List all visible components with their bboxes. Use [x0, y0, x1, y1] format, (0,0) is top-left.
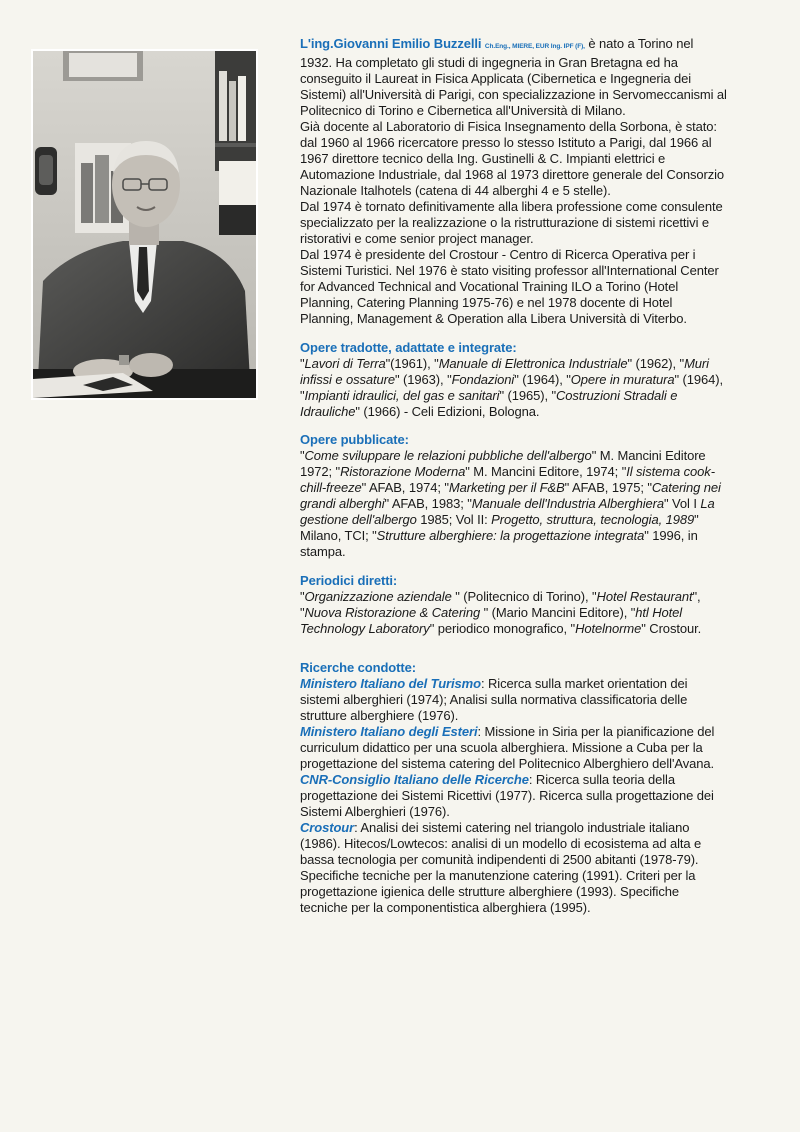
ricerca-org: Ministero Italiano del Turismo: [300, 676, 481, 691]
biography-content: [300, 36, 728, 916]
work-detail: (1962),: [632, 356, 680, 371]
work-detail: (1964),: [518, 372, 567, 387]
work-detail: ,: [697, 589, 701, 604]
person-name: L'ing.Giovanni Emilio Buzzelli: [300, 36, 482, 51]
ricerca-org: CNR-Consiglio Italiano delle Ricerche: [300, 772, 529, 787]
work-title: Strutture alberghiere: la progettazione integrata: [376, 528, 645, 543]
work-title: Nuova Ristorazione & Catering: [304, 605, 484, 620]
work-title: Catering nei grandi alberghi: [300, 480, 721, 511]
work-title: Manuale di Elettronica Industriale: [438, 356, 628, 371]
work-title: htl Hotel Technology Laboratory: [300, 605, 683, 636]
work-detail: (Mario Mancini Editore),: [488, 605, 631, 620]
work-detail: (1963),: [399, 372, 448, 387]
work-title: Manuale dell'Industria Alberghiera: [471, 496, 665, 511]
work-detail: AFAB, 1974;: [366, 480, 445, 495]
work-title: Fondazioni: [451, 372, 515, 387]
ricerca-org: Ministero Italiano degli Esteri: [300, 724, 478, 739]
work-detail: (Politecnico di Torino),: [459, 589, 593, 604]
section-opere-tradotte: [300, 340, 728, 420]
periodici-title: Periodici diretti:: [300, 573, 398, 588]
work-title: Ristorazione Moderna: [340, 464, 466, 479]
work-title: Organizzazione aziendale: [304, 589, 456, 604]
work-detail: (1961),: [390, 356, 435, 371]
portrait-photo-icon: [33, 51, 256, 398]
work-title: Hotelnorme: [575, 621, 642, 636]
section-periodici: [300, 573, 728, 637]
ricerca-item: [300, 724, 728, 772]
work-detail: M. Mancini Editore, 1974;: [469, 464, 622, 479]
ricerca-text: : Ricerca sulla market orientation dei sistemi alberghieri (1974); Analisi sulla normativa classificatoria delle strutture alberghiere (1976).: [300, 676, 688, 723]
work-title: Come sviluppare le relazioni pubbliche dell'albergo: [304, 448, 592, 463]
work-detail: (1965),: [503, 388, 552, 403]
work-detail: (1964),: [679, 372, 724, 387]
ricerca-org: Crostour: [300, 820, 355, 835]
work-detail: 1985; Vol II:: [416, 512, 492, 527]
ricerche-title: Ricerche condotte:: [300, 660, 416, 675]
work-detail: Milano, TCI;: [300, 528, 373, 543]
bio-paragraph-4: Dal 1974 è presidente del Crostour - Centro di Ricerca Operativa per i Sistemi Turistici. Nel 1976 è stato visiting professor all'International Center for Advanced Technical and Vocational Training ILO a Torino (Hotel Planning, Catering Planning 1975-76) e nel 1978 docente di Hotel Planning, Management & Operation alla Libera Università di Viterbo.: [300, 247, 719, 326]
work-title: Opere in muratura: [570, 372, 675, 387]
work-detail: AFAB, 1983;: [389, 496, 468, 511]
work-title: Muri infissi e ossature: [300, 356, 709, 387]
opere-tradotte-title: Opere tradotte, adattate e integrate:: [300, 340, 517, 355]
work-title: Lavori di Terra: [304, 356, 386, 371]
work-title: La gestione dell'albergo: [300, 496, 715, 527]
ricerca-text: : Analisi dei sistemi catering nel triangolo industriale italiano (1986). Hitecos/Lowtecos: analisi di un modello di ecosistema ad alta e bassa tecnologia per comunità indipendenti di 2500 abitanti (1978-79). Specifiche tecniche per la manutenzione catering (1991). Criteri per la progettazione igienica delle strutture alberghiere (1993). Specifiche tecniche per la componentistica alberghiera (1995).: [300, 820, 702, 915]
bio-paragraph-1: è nato a Torino nel 1932. Ha completato gli studi di ingegneria in Gran Bretagna ed ha conseguito il Laureat in Fisica Applicata (Cibernetica e Ingegneria dei Sistemi) all'Università di Parigi, con specializzazione in Servomeccanismi al Politecnico di Torino e Cibernetica all'Università di Milano.: [300, 36, 727, 118]
bio-paragraph-3: Dal 1974 è tornato definitivamente alla libera professione come consulente specializzato per la realizzazione o la ristrutturazione di sistemi ricettivi e ristorativi e come senior project manager.: [300, 199, 723, 246]
section-ricerche: [300, 660, 728, 916]
section-opere-pubblicate: [300, 432, 728, 560]
ricerca-item: [300, 820, 728, 916]
opere-tradotte-list: "Lavori di Terra"(1961), "Manuale di Elettronica Industriale" (1962), "Muri infissi e ossature" (1963), "Fondazioni" (1964), "Opere in muratura" (1964), "Impianti idraulici, del gas e sanitari" (1965), "Costruzioni Stradali e Idrauliche" (1966) - Celi Edizioni, Bologna.: [300, 356, 724, 419]
work-title: Progetto, struttura, tecnologia, 1989: [491, 512, 695, 527]
work-title: Hotel Restaurant: [596, 589, 693, 604]
person-credentials: Ch.Eng., MIERE, EUR Ing. IPF (F),: [484, 43, 585, 50]
work-detail: periodico monografico,: [434, 621, 571, 636]
ricerca-item: [300, 676, 728, 724]
work-title: Impianti idraulici, del gas e sanitari: [304, 388, 500, 403]
opere-pubblicate-list: "Come sviluppare le relazioni pubbliche dell'albergo" M. Mancini Editore 1972; "Ristorazione Moderna" M. Mancini Editore, 1974; "Il sistema cook-chill-freeze" AFAB, 1974; "Marketing per il F&B" AFAB, 1975; "Catering nei grandi alberghi" AFAB, 1983; "Manuale dell'Industria Alberghiera" Vol I La gestione dell'albergo 1985; Vol II: Progetto, struttura, tecnologia, 1989" Milano, TCI; "Strutture alberghiere: la progettazione integrata" 1996, in stampa.: [300, 448, 721, 559]
bio-intro: [300, 36, 728, 119]
work-title: Marketing per il F&B: [448, 480, 565, 495]
ricerca-text: : Ricerca sulla teoria della progettazione dei Sistemi Ricettivi (1977). Ricerca sulla progettazione dei Sistemi Alberghieri (1976).: [300, 772, 714, 819]
work-title: Costruzioni Stradali e Idrauliche: [300, 388, 678, 419]
work-detail: AFAB, 1975;: [569, 480, 648, 495]
ricerca-text: : Missione in Siria per la pianificazione del curriculum didattico per una scuola alberghiera. Missione a Cuba per la progettazione del sistema catering del Politecnico Alberghiero dell'Avana.: [300, 724, 715, 771]
work-detail: Vol I: [668, 496, 701, 511]
periodici-list: "Organizzazione aziendale " (Politecnico di Torino), "Hotel Restaurant", "Nuova Ristorazione & Catering " (Mario Mancini Editore), "htl Hotel Technology Laboratory" periodico monografico, "Hotelnorme" Crostour.: [300, 589, 702, 636]
work-title: Il sistema cook-chill-freeze: [300, 464, 715, 495]
work-detail: Crostour.: [645, 621, 702, 636]
opere-pubblicate-title: Opere pubblicate:: [300, 432, 409, 447]
ricerca-item: [300, 772, 728, 820]
work-detail: (1966) - Celi Edizioni, Bologna.: [359, 404, 540, 419]
work-detail: 1996, in stampa.: [300, 528, 698, 559]
portrait-photo: [31, 49, 258, 400]
work-detail: M. Mancini Editore 1972;: [300, 448, 706, 479]
bio-paragraph-2: Già docente al Laboratorio di Fisica Insegnamento della Sorbona, è stato: dal 1960 al 1966 ricercatore presso lo stesso Istituto a Parigi, dal 1966 al 1967 direttore tecnico della Ing. Gustinelli & C. Impianti elettrici e Automazione Industriale, dal 1968 al 1973 direttore generale del Consorzio Nazionale Italhotels (catena di 44 alberghi 4 e 5 stelle).: [300, 119, 725, 198]
